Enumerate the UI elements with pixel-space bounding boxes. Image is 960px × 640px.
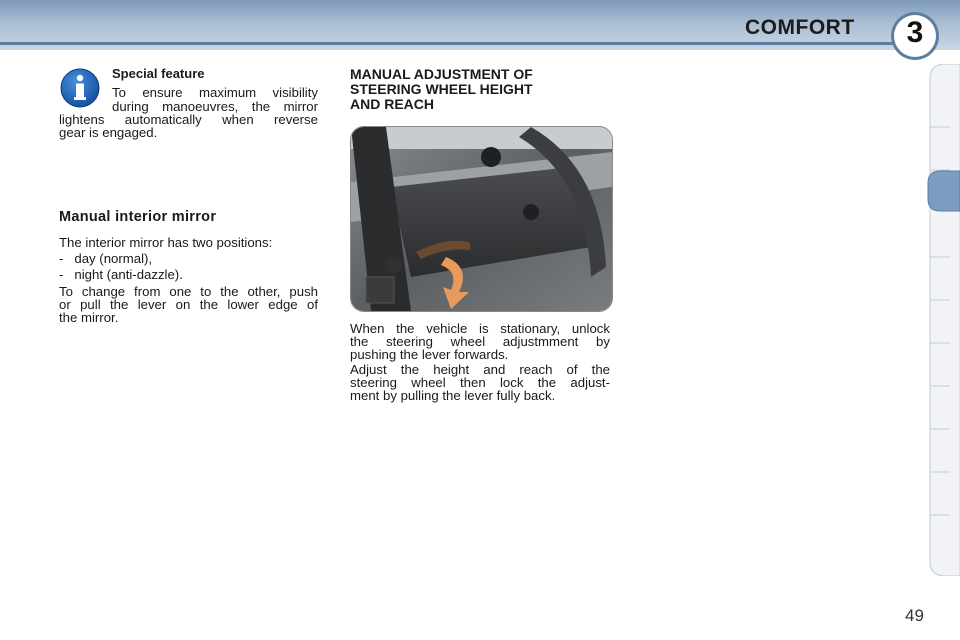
steering-heading-line-2: STEERING WHEEL HEIGHT bbox=[350, 81, 533, 97]
steering-heading-line-3: AND REACH bbox=[350, 96, 434, 112]
steering-column-photo bbox=[350, 126, 613, 312]
info-icon bbox=[59, 67, 101, 109]
chapter-tab-strip bbox=[926, 64, 960, 576]
steering-para2-line-3: ment by pulling the lever fully back. bbox=[350, 388, 556, 403]
page-number: 49 bbox=[905, 606, 924, 625]
special-feature-line-3: lightens automatically when reverse bbox=[59, 112, 318, 127]
special-feature-line-4: gear is engaged. bbox=[59, 125, 158, 140]
steering-para2-line-1: Adjust the height and reach of the bbox=[350, 362, 610, 377]
mirror-intro: The interior mirror has two positions: bbox=[59, 235, 273, 250]
mirror-position-day: - day (normal), bbox=[59, 251, 153, 266]
mirror-position-night: - night (anti-dazzle). bbox=[59, 267, 183, 282]
steering-para1-line-2: the steering wheel adjustmment by bbox=[350, 334, 610, 349]
mirror-heading: Manual interior mirror bbox=[59, 209, 217, 225]
steering-para1-line-3: pushing the lever forwards. bbox=[350, 347, 509, 362]
mirror-body-line-2: or pull the lever on the lower edge of bbox=[59, 297, 318, 312]
special-feature-heading: Special feature bbox=[112, 66, 205, 81]
steering-para2-line-2: steering wheel then lock the adjust- bbox=[350, 375, 610, 390]
steering-para1-line-1: When the vehicle is stationary, unlock bbox=[350, 321, 610, 336]
mirror-body-line-1: To change from one to the other, push bbox=[59, 284, 318, 299]
header-divider bbox=[0, 42, 895, 45]
special-feature-line-2: during manoeuvres, the mirror bbox=[112, 99, 318, 114]
chapter-number: 3 bbox=[906, 16, 924, 49]
mirror-body-line-3: the mirror. bbox=[59, 310, 119, 325]
chapter-title: COMFORT bbox=[745, 16, 855, 39]
steering-heading-line-1: MANUAL ADJUSTMENT OF bbox=[350, 66, 533, 82]
special-feature-line-1: To ensure maximum visibility bbox=[112, 85, 318, 100]
